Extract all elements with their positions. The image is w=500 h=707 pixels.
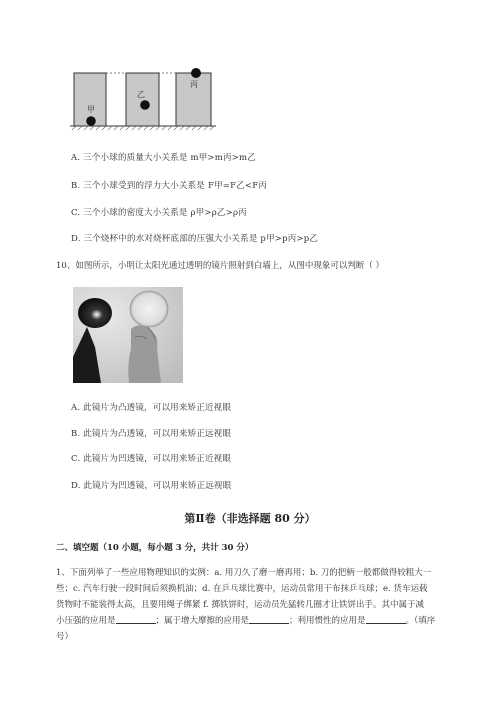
q1-line2: 些；c. 汽车行驶一段时间后须换机油；d. 在乒乓球比赛中，运动员常用干布抹乒乓球；e. 货车运载 bbox=[56, 584, 428, 594]
q10-option-d: D. 此镜片为凹透镜，可以用来矫正远视眼 bbox=[71, 481, 232, 491]
q10-option-c: C. 此镜片为凹透镜，可以用来矫正近视眼 bbox=[71, 454, 232, 464]
q1-line1: 1、下面列举了一些应用物理知识的实例：a. 用刀久了磨一磨再用；b. 刀的把柄一般都做得较粗大一 bbox=[56, 568, 432, 578]
q9-option-d-formula: p甲>p丙>p乙 bbox=[260, 234, 319, 244]
ball-jia bbox=[86, 116, 96, 126]
fill-blank-q1 bbox=[56, 565, 448, 645]
q9-option-c-formula: ρ甲>ρ乙>ρ丙 bbox=[190, 208, 247, 218]
q9-option-a: A. 三个小球的质量大小关系是 m甲>m丙>m乙 bbox=[71, 153, 256, 163]
q9-option-a-formula: m甲>m丙>m乙 bbox=[190, 153, 256, 163]
q10-stem: 10、如图所示，小明让太阳光通过透明的镜片照射到白墙上，从图中现象可以判断（ ） bbox=[56, 261, 385, 271]
q1-line5: 号） bbox=[56, 632, 74, 642]
section-title: 第Ⅱ卷（非选择题 80 分） bbox=[184, 512, 316, 525]
answer-blank-2[interactable] bbox=[249, 614, 289, 624]
label-yi: 乙 bbox=[137, 90, 145, 99]
label-jia: 甲 bbox=[87, 105, 95, 114]
light-spot bbox=[78, 298, 112, 328]
q9-option-b-formula: F甲=F乙<F丙 bbox=[207, 181, 268, 191]
lens-photo bbox=[73, 287, 183, 383]
q10-option-b: B. 此镜片为凸透镜，可以用来矫正远视眼 bbox=[71, 429, 232, 439]
q9-option-c: C. 三个小球的密度大小关系是 ρ甲>ρ乙>ρ丙 bbox=[71, 208, 247, 218]
q9-option-b: B. 三个小球受到的浮力大小关系是 F甲=F乙<F丙 bbox=[71, 181, 268, 191]
fill-blank-heading: 二、填空题（10 小题，每小题 3 分，共计 30 分） bbox=[56, 543, 254, 553]
q10-option-a: A. 此镜片为凸透镜，可以用来矫正近视眼 bbox=[71, 403, 232, 413]
ball-yi bbox=[140, 100, 150, 110]
q9-option-d: D. 三个烧杯中的水对烧杯底部的压强大小关系是 p甲>p丙>p乙 bbox=[71, 234, 319, 244]
q1-line3: 货物时不能装得太高，且要用绳子绑紧 f. 掷铁饼时，运动员先猛转几圈才让铁饼出手。其中属于减 bbox=[56, 600, 424, 610]
lens bbox=[130, 291, 168, 327]
answer-blank-1[interactable] bbox=[116, 614, 156, 624]
answer-blank-3[interactable] bbox=[366, 614, 406, 624]
ball-bing bbox=[191, 68, 201, 78]
label-bing: 丙 bbox=[190, 80, 198, 89]
q1-line4: 小压强的应用是 ；属于增大摩擦的应用是 ；利用惯性的应用是 。（填序 bbox=[56, 616, 436, 626]
